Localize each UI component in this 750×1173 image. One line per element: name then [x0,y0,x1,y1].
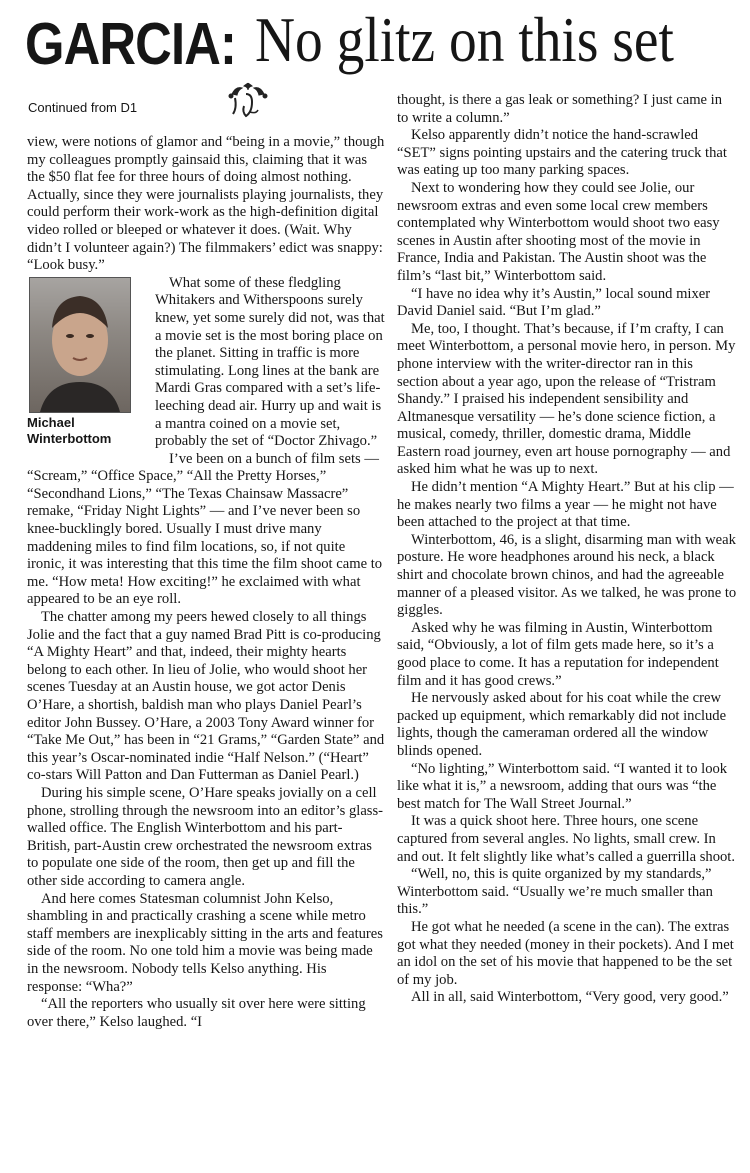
headline-kicker: GARCIA: [25,11,237,77]
paragraph: It was a quick shoot here. Three hours, one scene captured from several angles. No lights, small crew. In and out. It felt slightly like what’s called a guerrilla shoot. [397,813,736,865]
paragraph: He didn’t mention “A Mighty Heart.” But at his clip — he makes nearly two films a year — he might not have been attached to the project at that time. [397,479,734,531]
paragraph: What some of these fledgling Whitakers and Witherspoons surely knew, yet some surely did not, was that a movie set is the most boring place on the planet. Sitting in traffic is more stimulating. Long lines at the bank are Mardi Gras compared with a set’s life-leeching dead air. Hurry up and wait is a mantra coined on a movie set, probably the set of “Doctor Zhivago.” [155,274,385,450]
headline [25,5,735,82]
paragraph: thought, is there a gas leak or something? I just came in to write a column.” [397,92,723,126]
paragraph: view, were notions of glamor and “being in a movie,” though my colleagues promptly gainsaid this, claiming that it was the $50 flat fee for three hours of doing almost nothing. Actually, since they were journalists playing journalists, they could perform their work-work as the high-definition digital video rolled or bleeped or whatever it does. (Wait. Why didn’t I volunteer again?) The filmmakers’ edict was snappy: “Look busy.” [27,134,385,274]
paragraph: “I have no idea why it’s Austin,” local sound mixer David Daniel said. “But I’m glad.” [397,285,711,320]
continued-from: Continued from D1 [28,100,138,115]
paragraph: He nervously asked about for his coat while the crew packed up equipment, which remarkably did not include lights, though the cameraman ordered all the window blinds opened. [397,690,727,759]
photo-block [27,275,145,451]
paragraph: Asked why he was filming in Austin, Winterbottom said, “Obviously, a lot of film gets made here, so it’s a good place to come. It has a reputation for independent film and it has good crews.” [397,619,719,689]
paragraph: He got what he needed (a scene in the can). The extras got what they needed (money in their pockets). And I met an idol on the set of his movie that happened to be the set of my job. [397,918,734,988]
caption-line: Winterbottom [27,430,112,446]
paragraph: Winterbottom, 46, is a slight, disarming man with weak posture. He wore headphones around his neck, a black shirt and chocolate brown chinos, and had the agreeable manner of a pleased visitor. As we talked, he was prone to giggles. [397,531,737,619]
photo-caption [27,415,145,447]
paragraph: During his simple scene, O’Hare speaks jovially on a cell phone, strolling through the newsroom into an editor’s glass-walled office. The English Winterbottom and his part-British, part-Austin crew orchestrated the newsroom extras to populate one side of the room, then get up and fill the other side according to camera angle. [27,784,384,889]
paragraph: I’ve been on a bunch of film sets — “Scream,” “Office Space,” “All the Pretty Horses,” “Secondhand Lions,” “The Texas Chainsaw Massacre” remake, “Friday Night Lights” — and I’ve never been so knee-bucklingly bored. Usually I must drive many maddening miles to find film locations, so, if not quite ironic, it was interesting that this time the film shoot came to me. “How meta! How exciting!” he exclaimed with what appeared to be an eye roll. [27,450,383,608]
paragraph: All in all, said Winterbottom, “Very good, very good.” [411,989,729,1006]
paragraph: “No lighting,” Winterbottom said. “I wanted it to look like what it is,” a newsroom, adding that ours was “the best match for The Wall Street Journal.” [397,760,728,812]
paragraph: Kelso apparently didn’t notice the hand-scrawled “SET” signs pointing upstairs and the catering truck that was eating up too many parking spaces. [397,127,727,179]
paragraph: “Well, no, this is quite organized by my standards,” Winterbottom said. “Usually we’re much smaller than this.” [397,866,713,918]
paragraph: The chatter among my peers hewed closely to all things Jolie and the fact that a guy named Brad Pitt is co-producing “A Mighty Heart” and that, indeed, their mighty hearts belong to each other. In lieu of Jolie, who would shoot her scenes Tuesday at an Austin house, we got actor Denis O’Hare, a shortish, baldish man who plays Daniel Pearl’s editor John Bussey. O’Hare, a 2003 Tony Award winner for “Take Me Out,” has been in “21 Grams,” “Garden State” and this year’s Oscar-nominated indie “Half Nelson.” (“Heart” co-stars Will Patton and Dan Futterman as Daniel Pearl.) [27,609,385,784]
portrait-photo [29,277,131,413]
article-column-2 [397,92,737,1152]
caption-line: Michael [27,414,75,430]
paragraph: Next to wondering how they could see Jolie, our newsroom extras and even some local crew members contemplated why Winterbottom would shoot two easy scenes in Austin after shooting most of the movie in France, India and Pakistan. The Austin shoot was the film’s “last bit,” Winterbottom said. [397,179,720,284]
paragraph: Me, too, I thought. That’s because, if I’m crafty, I can meet Winterbottom, a personal movie hero, in person. My phone interview with the writer-director ran in this section about a year ago, upon the release of “Tristram Shandy.” I praised his independent sensibility and Altmanesque versatility — he’s done science fiction, a musical, comedy, thriller, domestic drama, Middle Eastern road journey, even art house pornography — and asked him what he was up to next. [397,320,736,478]
jester-logo-icon [224,82,272,122]
paragraph: “All the reporters who usually sit over here were sitting over there,” Kelso laughed. “I [27,996,366,1030]
paragraph: And here comes Statesman columnist John Kelso, shambling in and practically crashing a scene while metro staff members are inexplicably sitting in the arts and features side of the room. No one told him a movie was being made in the newsroom. Nobody tells Kelso anything. His response: “Wha?” [27,890,383,995]
headline-title: No glitz on this set [255,5,674,75]
article-column-1 [27,134,385,1169]
